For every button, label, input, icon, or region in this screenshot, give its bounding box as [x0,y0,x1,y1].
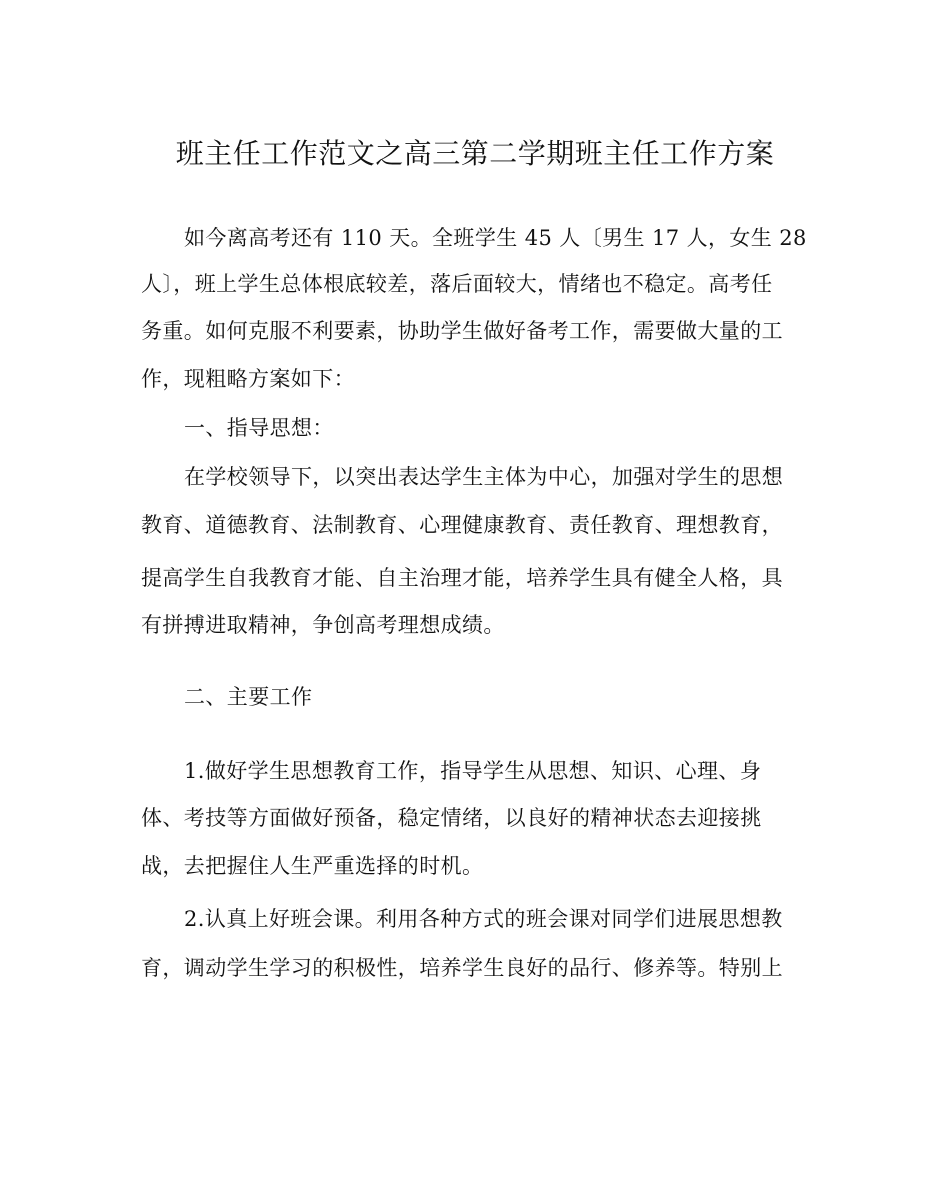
document-title: 班主任工作范文之高三第二学期班主任工作方案 [175,137,775,170]
paragraph-line: 在学校领导下，以突出表达学生主体为中心，加强对学生的思想 [184,465,784,489]
paragraph-line: 教育、道德教育、法制教育、心理健康教育、责任教育、理想教育， [141,513,783,537]
paragraph-line: 如今离高考还有 110 天。全班学生 45 人〔男生 17 人，女生 28 [184,226,807,250]
paragraph-line: 作，现粗略方案如下： [141,367,355,391]
paragraph-line: 育，调动学生学习的积极性，培养学生良好的品行、修养等。特别上 [141,956,783,980]
paragraph-line: 1.做好学生思想教育工作，指导学生从思想、知识、心理、身 [184,759,762,783]
paragraph-line: 务重。如何克服不利要素，协助学生做好备考工作，需要做大量的工 [141,319,783,343]
paragraph-line: 战，去把握住人生严重选择的时机。 [141,854,484,878]
paragraph-line: 人〕，班上学生总体根底较差，落后面较大，情绪也不稳定。高考任 [141,272,773,296]
paragraph-line: 2.认真上好班会课。利用各种方式的班会课对同学们进展思想教 [184,907,783,931]
paragraph-line: 提高学生自我教育才能、自主治理才能，培养学生具有健全人格，具 [141,566,783,590]
section-heading: 一、指导思想： [184,416,334,440]
paragraph-line: 有拼搏进取精神，争创高考理想成绩。 [141,613,505,637]
section-heading: 二、主要工作 [184,685,313,709]
paragraph-line: 体、考技等方面做好预备，稳定情绪，以良好的精神状态去迎接挑 [141,806,762,830]
